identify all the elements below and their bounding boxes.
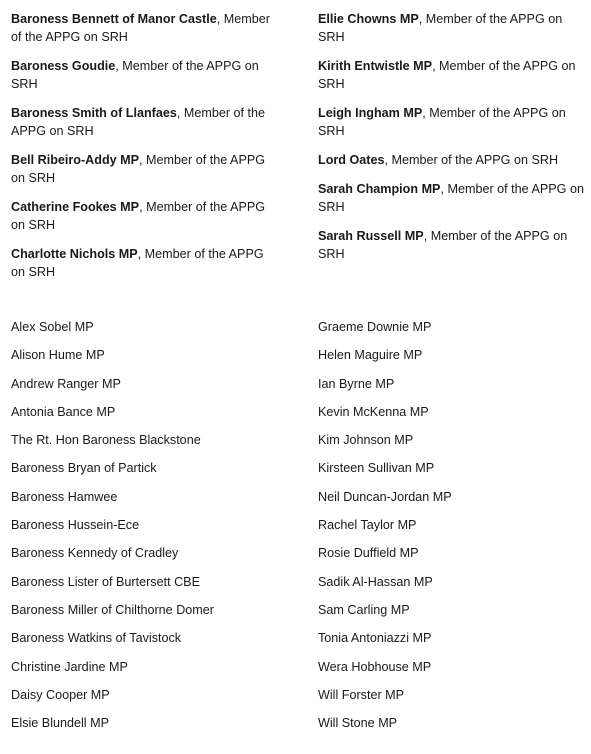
signatory-name: Ian Byrne MP <box>318 376 395 391</box>
signatory-name: Sadik Al-Hassan MP <box>318 574 433 589</box>
member-name: Catherine Fookes MP <box>11 200 140 214</box>
member-entry <box>11 57 279 93</box>
signatory-name: The Rt. Hon Baroness Blackstone <box>11 433 201 448</box>
member-entry <box>11 10 279 46</box>
member-entry <box>11 151 279 187</box>
member-role: , Member of the APPG on SRH <box>11 106 266 138</box>
member-entry <box>318 104 586 140</box>
signatory-name: Graeme Downie MP <box>318 320 432 334</box>
signatory-name: Tonia Antoniazzi MP <box>318 631 432 646</box>
signatory-name: Baroness Watkins of Tavistock <box>11 631 182 646</box>
member-role: , Member of the APPG on SRH <box>318 12 563 44</box>
appg-members-left-column <box>11 10 279 292</box>
signatory-name: Baroness Lister of Burtersett CBE <box>11 574 200 589</box>
signatory-name: Wera Hobhouse MP <box>318 659 432 674</box>
member-entry <box>318 180 586 216</box>
signatory-name: Baroness Miller of Chilthorne Domer <box>11 602 214 617</box>
signatory-name: Alison Hume MP <box>11 348 105 363</box>
member-entry <box>11 198 279 234</box>
signatory-name: Baroness Hussein-Ece <box>11 518 140 533</box>
member-entry <box>318 10 586 46</box>
signatories-right-column <box>318 318 586 742</box>
signatory-name: Christine Jardine MP <box>11 659 128 674</box>
signatories-left-column <box>11 318 279 742</box>
signatory-name: Will Forster MP <box>318 687 405 702</box>
member-name: Ellie Chowns MP <box>318 12 419 26</box>
member-role: , Member of the APPG on SRH <box>11 153 266 185</box>
signatory-name: Helen Maguire MP <box>318 348 423 363</box>
signatory-name: Elsie Blundell MP <box>11 716 109 731</box>
signatory-name: Kirsteen Sullivan MP <box>318 461 435 476</box>
signatory-name: Alex Sobel MP <box>11 320 94 334</box>
signatory-name: Baroness Hamwee <box>11 489 118 504</box>
signatory-name: Andrew Ranger MP <box>11 376 121 391</box>
member-role: , Member of the APPG on SRH <box>11 59 259 91</box>
member-entry <box>318 57 586 93</box>
member-name: Sarah Russell MP <box>318 229 424 243</box>
signatory-name: Daisy Cooper MP <box>11 687 110 702</box>
member-role: , Member of the APPG on SRH <box>318 106 566 138</box>
member-name: Baroness Goudie <box>11 59 116 73</box>
signatory-name: Kim Johnson MP <box>318 433 414 448</box>
member-name: Baroness Smith of Llanfaes <box>11 106 177 120</box>
member-name: Charlotte Nichols MP <box>11 247 138 261</box>
member-name: Leigh Ingham MP <box>318 106 423 120</box>
member-name: Bell Ribeiro-Addy MP <box>11 153 140 167</box>
member-role: , Member of the APPG on SRH <box>11 200 266 232</box>
appg-members-right-column <box>318 10 586 274</box>
member-role: , Member of the APPG on SRH <box>11 247 264 279</box>
signatory-name: Antonia Bance MP <box>11 404 116 419</box>
signatory-name: Rosie Duffield MP <box>318 546 419 561</box>
member-role: , Member of the APPG on SRH <box>384 153 559 167</box>
signatory-name: Kevin McKenna MP <box>318 404 429 419</box>
member-entry <box>11 245 279 281</box>
member-role: , Member of the APPG on SRH <box>11 12 270 44</box>
signatory-name: Rachel Taylor MP <box>318 518 417 533</box>
signatory-name: Baroness Kennedy of Cradley <box>11 546 179 561</box>
signatory-name: Will Stone MP <box>318 716 398 731</box>
signatory-name: Sam Carling MP <box>318 602 410 617</box>
member-role: , Member of the APPG on SRH <box>318 59 576 91</box>
member-name: Baroness Bennett of Manor Castle <box>11 12 217 26</box>
signatory-name: Neil Duncan-Jordan MP <box>318 489 452 504</box>
member-entry <box>318 227 586 263</box>
member-role: , Member of the APPG on SRH <box>318 182 584 214</box>
signatory-name: Baroness Bryan of Partick <box>11 461 157 476</box>
member-entry <box>318 151 586 169</box>
member-name: Sarah Champion MP <box>318 182 441 196</box>
member-role: , Member of the APPG on SRH <box>318 229 568 261</box>
member-entry <box>11 104 279 140</box>
member-name: Kirith Entwistle MP <box>318 59 433 73</box>
member-name: Lord Oates <box>318 153 385 167</box>
